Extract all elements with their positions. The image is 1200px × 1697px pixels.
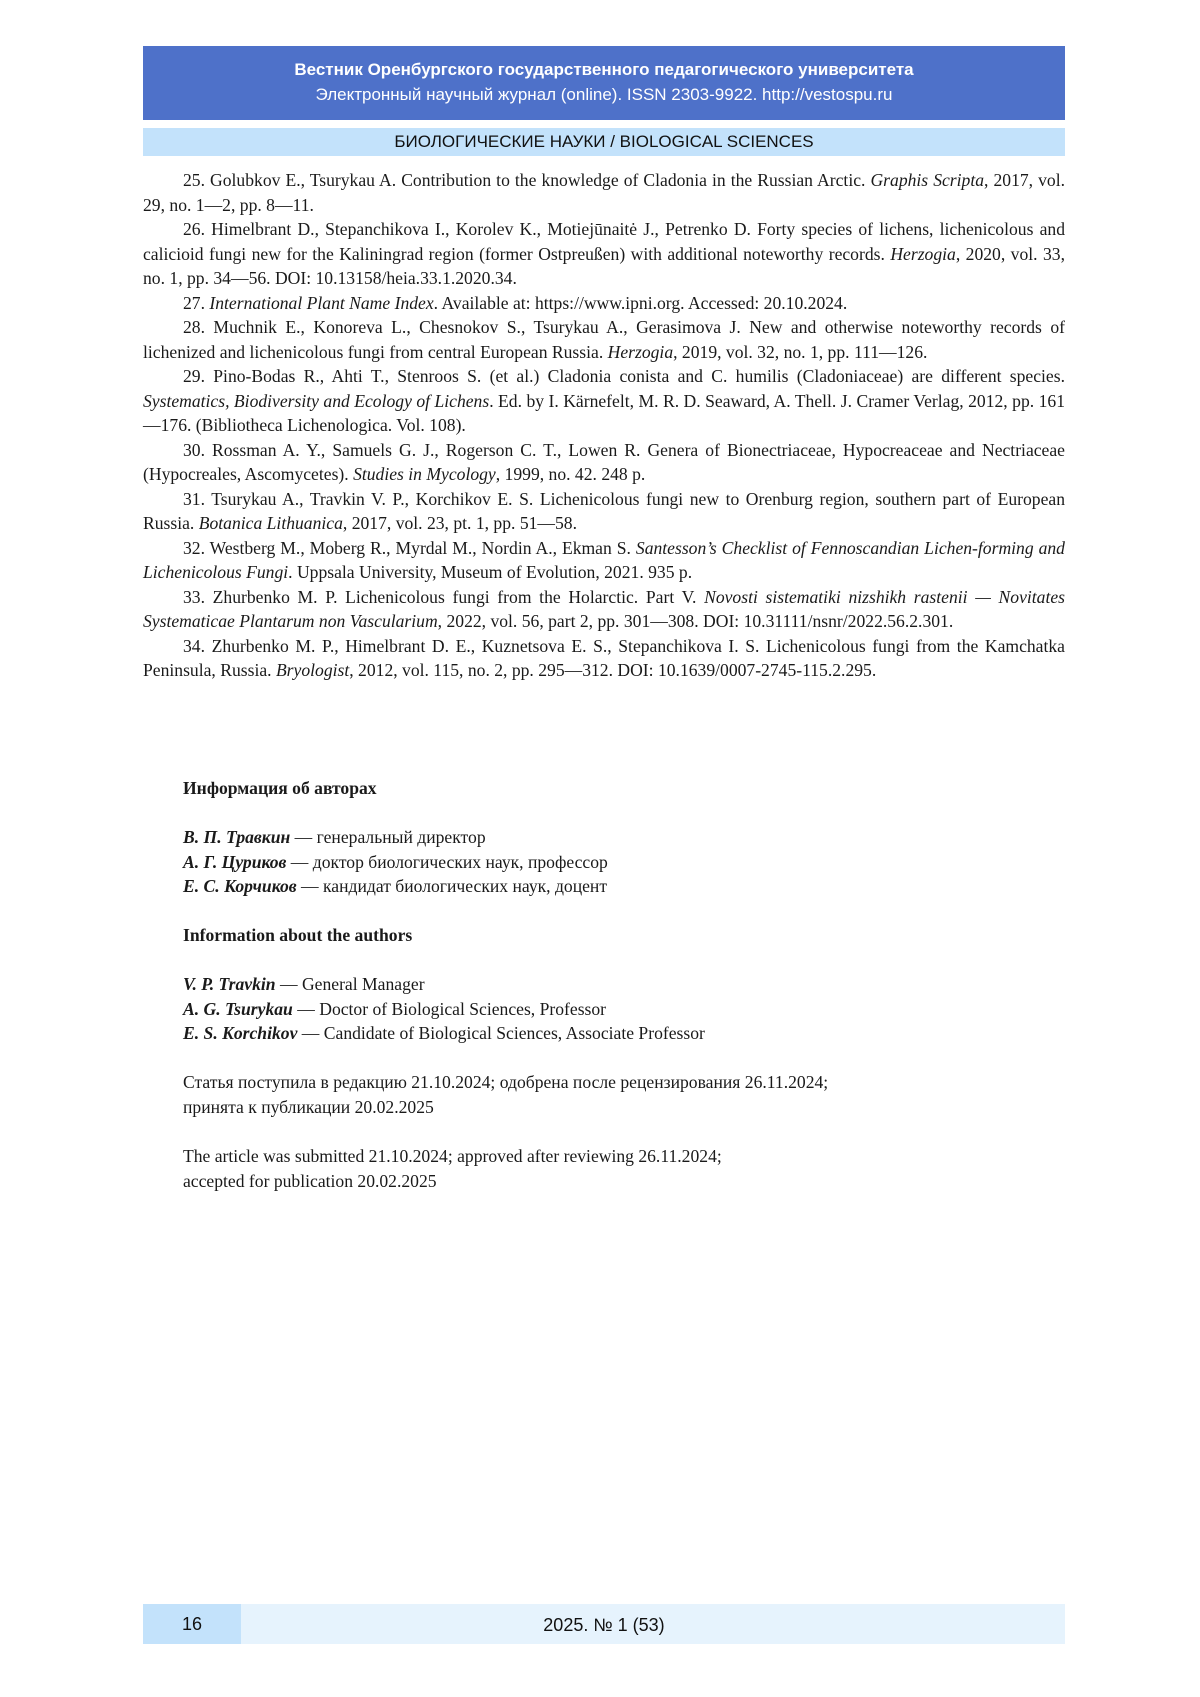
- reference-item: [143, 634, 1065, 683]
- author-name: Е. С. Корчиков: [183, 876, 297, 896]
- author-name: E. S. Korchikov: [183, 1023, 298, 1043]
- author-role: — Candidate of Biological Sciences, Associate Professor: [297, 1023, 705, 1043]
- author-line: [183, 997, 1063, 1022]
- dates-ru-line2: принята к публикации 20.02.2025: [183, 1096, 434, 1117]
- reference-item: [143, 438, 1065, 487]
- journal-header: [143, 46, 1065, 120]
- ref-source: Studies in Mycology: [353, 464, 496, 484]
- author-role: — General Manager: [275, 974, 425, 994]
- ref-details: , 2019, vol. 32, no. 1, pp. 111—126.: [673, 341, 928, 362]
- reference-list: [143, 168, 1065, 683]
- dates-en: [183, 1144, 1063, 1193]
- issue-label: 2025. № 1 (53): [543, 1615, 665, 1635]
- dates-ru-line1: Статья поступила в редакцию 21.10.2024; одобрена после рецензирования 26.11.2024;: [183, 1072, 829, 1092]
- page-number: 16: [143, 1604, 241, 1644]
- author-line: [183, 874, 1063, 899]
- reference-item: [143, 291, 1065, 316]
- section-banner: БИОЛОГИЧЕСКИЕ НАУКИ / BIOLOGICAL SCIENCES: [143, 128, 1065, 156]
- ref-source: Systematics, Biodiversity and Ecology of Lichens: [143, 390, 490, 411]
- dates-en-line2: accepted for publication 20.02.2025: [183, 1170, 437, 1191]
- author-line: [183, 825, 1063, 850]
- ref-text: 28. Muchnik E., Konoreva L., Chesnokov S., Tsurykau A., Gerasimova J. New and otherwise noteworthy records of lichenized and lichenicolous fungi from central European Russia.: [143, 317, 1065, 362]
- reference-item: [143, 217, 1065, 291]
- ref-source: International Plant Name Index: [209, 292, 434, 313]
- ref-details: , 2017, vol. 29, no. 1—2, pp. 8—11.: [143, 170, 1065, 215]
- author-role: — генеральный директор: [290, 827, 486, 847]
- author-name: V. P. Travkin: [183, 974, 276, 994]
- author-role: — Doctor of Biological Sciences, Professor: [292, 998, 607, 1019]
- ref-text: 29. Pino-Bodas R., Ahti T., Stenroos S. (et al.) Cladonia conista and C. humilis (Cladoniaceae) are different species.: [183, 366, 1065, 386]
- ref-source: Novosti sistematiki nizshikh rastenii — Novitates Systematicae Plantarum non Vascularium: [143, 586, 1065, 631]
- author-line: [183, 972, 1063, 997]
- ref-text: 32. Westberg M., Moberg R., Myrdal M., Nordin A., Ekman S.: [183, 537, 636, 558]
- reference-item: [143, 585, 1065, 634]
- author-role: — доктор биологических наук, профессор: [286, 851, 608, 872]
- dates-en-line1: The article was submitted 21.10.2024; approved after reviewing 26.11.2024;: [183, 1146, 722, 1166]
- ref-details: . Uppsala University, Museum of Evolution, 2021. 935 p.: [288, 562, 693, 582]
- authors-ru-heading: Информация об авторах: [183, 778, 377, 798]
- ref-source: Botanica Lithuanica: [198, 513, 343, 533]
- journal-title: Вестник Оренбургского государственного педагогического университета: [294, 60, 914, 79]
- ref-details: , 2020, vol. 33, no. 1, pp. 34—56. DOI: 10.13158/heia.33.1.2020.34.: [143, 243, 1065, 288]
- page-footer: [143, 1604, 1065, 1644]
- ref-source: Herzogia: [890, 243, 956, 264]
- author-name: A. G. Tsurykau: [183, 998, 293, 1019]
- author-name: В. П. Травкин: [183, 827, 291, 847]
- ref-source: Graphis Scripta: [870, 170, 985, 190]
- author-line: [183, 1021, 1063, 1046]
- reference-item: [143, 364, 1065, 438]
- reference-item: [143, 536, 1065, 585]
- reference-item: [143, 168, 1065, 217]
- author-role: — кандидат биологических наук, доцент: [296, 876, 608, 896]
- ref-text: 34. Zhurbenko M. P., Himelbrant D. E., Kuznetsova E. S., Stepanchikova I. S. Lichenicolous fungi from the Kamchatka Peninsula, Russia.: [143, 635, 1065, 680]
- authors-en: [183, 923, 1063, 1046]
- ref-text: 27.: [183, 292, 210, 313]
- author-line: [183, 850, 1063, 875]
- dates-ru: [183, 1070, 1063, 1119]
- authors-en-heading: Information about the authors: [183, 925, 413, 945]
- ref-source: Santesson’s Checklist of Fennoscandian Lichen-forming and Lichenicolous Fungi: [143, 537, 1065, 582]
- ref-details: , 2017, vol. 23, pt. 1, pp. 51—58.: [342, 513, 578, 533]
- authors-ru: [183, 776, 1063, 899]
- reference-item: [143, 487, 1065, 536]
- ref-details: . Available at: https://www.ipni.org. Accessed: 20.10.2024.: [433, 292, 848, 313]
- ref-text: 25. Golubkov E., Tsurykau A. Contribution to the knowledge of Cladonia in the Russian Arctic.: [183, 170, 871, 190]
- reference-item: [143, 315, 1065, 364]
- ref-details: , 1999, no. 42. 248 p.: [495, 464, 646, 484]
- ref-details: , 2012, vol. 115, no. 2, pp. 295—312. DOI: 10.1639/0007-2745-115.2.295.: [349, 660, 877, 680]
- ref-source: Bryologist: [275, 660, 350, 680]
- ref-text: 30. Rossman A. Y., Samuels G. J., Rogerson C. T., Lowen R. Genera of Bionectriaceae, Hypocreaceae and Nectriaceae (Hypocreales, Ascomycetes).: [143, 439, 1065, 484]
- ref-text: 33. Zhurbenko M. P. Lichenicolous fungi from the Holarctic. Part V.: [183, 586, 705, 607]
- journal-subtitle: Электронный научный журнал (online). ISSN 2303-9922. http://vestospu.ru: [315, 85, 893, 104]
- author-name: А. Г. Цуриков: [183, 851, 287, 872]
- ref-details: , 2022, vol. 56, part 2, pp. 301—308. DOI: 10.31111/nsnr/2022.56.2.301.: [437, 611, 954, 631]
- ref-text: 26. Himelbrant D., Stepanchikova I., Korolev K., Motiejūnaitė J., Petrenko D. Forty species of lichens, lichenicolous and calicioid fungi new for the Kaliningrad region (former Ostpreußen) with additional noteworthy records.: [143, 219, 1065, 264]
- ref-source: Herzogia: [607, 341, 674, 362]
- ref-text: 31. Tsurykau A., Travkin V. P., Korchikov E. S. Lichenicolous fungi new to Orenburg region, southern part of European Russia.: [143, 488, 1065, 533]
- ref-details: . Ed. by I. Kärnefelt, M. R. D. Seaward, A. Thell. J. Cramer Verlag, 2012, pp. 161—176. (Bibliotheca Lichenologica. Vol. 108).: [143, 390, 1065, 435]
